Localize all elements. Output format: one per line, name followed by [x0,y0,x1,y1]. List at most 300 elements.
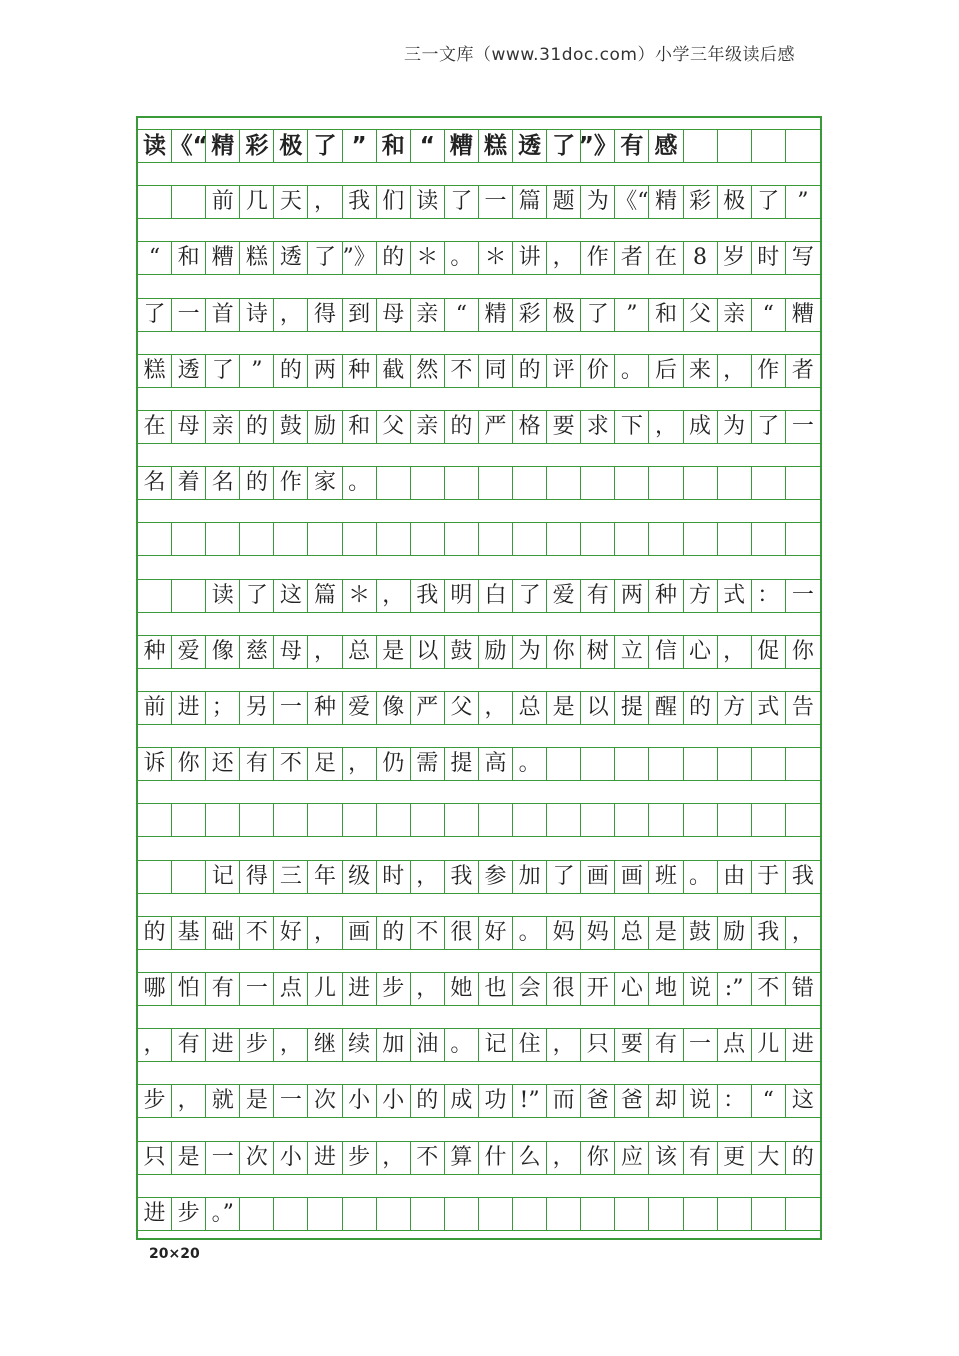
grid-cell [752,129,786,163]
grid-cell [172,579,206,613]
grid-cell [547,747,581,781]
grid-cell: 是 [649,916,683,950]
grid-cell: 进 [138,1197,172,1231]
grid-cell: 儿 [752,1028,786,1062]
grid-cell: 不 [445,354,479,388]
title-row [138,129,820,163]
grid-cell: ， [343,747,377,781]
grid-cell: ”》 [581,129,615,163]
grid-cell: 也 [479,972,513,1006]
grid-cell [718,522,752,556]
grid-row [138,803,820,837]
grid-cell: 两 [615,579,649,613]
grid-cell: 父 [377,410,411,444]
grid-cell: 很 [547,972,581,1006]
grid-cell: ， [649,410,683,444]
grid-cell: 画 [581,860,615,894]
grid-cell: 感 [649,129,683,163]
grid-cell: 讲 [513,241,547,275]
grid-cell: 是 [547,691,581,725]
grid-cell: 提 [445,747,479,781]
grid-cell: 求 [581,410,615,444]
grid-cell: 一 [274,1084,308,1118]
grid-cell: 彩 [513,298,547,332]
grid-cell: 步 [138,1084,172,1118]
grid-cell: 以 [581,691,615,725]
grid-cell: 们 [377,185,411,219]
grid-cell: 诉 [138,747,172,781]
grid-cell [172,185,206,219]
grid-cell: 错 [786,972,820,1006]
grid-cell: 《“ [615,185,649,219]
grid-cell: “ [752,1084,786,1118]
grid-cell: 继 [308,1028,342,1062]
grid-cell: 读 [138,129,172,163]
grid-cell: 记 [206,860,240,894]
grid-cell: 进 [343,972,377,1006]
grid-cell: 了 [752,410,786,444]
grid-cell: 她 [445,972,479,1006]
grid-cell: 来 [684,354,718,388]
grid-cell [240,522,274,556]
grid-cell: 价 [581,354,615,388]
grid-cell: 有 [172,1028,206,1062]
grid-cell: 糕 [240,241,274,275]
grid-cell [479,1197,513,1231]
grid-cell: 小 [274,1141,308,1175]
grid-row [138,860,820,894]
grid-cell: 哪 [138,972,172,1006]
grid-cell [615,1197,649,1231]
grid-cell: 。 [445,1028,479,1062]
grid-cell [718,1197,752,1231]
grid-cell: 次 [240,1141,274,1175]
grid-cell: ， [308,185,342,219]
grid-cell: 方 [684,579,718,613]
grid-cell: 的 [274,354,308,388]
grid-cell: 的 [786,1141,820,1175]
grid-cell: 立 [615,635,649,669]
grid-cell: 几 [240,185,274,219]
grid-cell: 儿 [308,972,342,1006]
grid-cell [752,466,786,500]
grid-cell: 糕 [138,354,172,388]
grid-cell: 透 [513,129,547,163]
grid-cell: 的 [138,916,172,950]
grid-cell: ” [786,185,820,219]
grid-cell [513,1197,547,1231]
grid-cell [786,1197,820,1231]
grid-cell: 需 [411,747,445,781]
grid-cell: 极 [274,129,308,163]
grid-cell: 有 [684,1141,718,1175]
grid-cell: 诗 [240,298,274,332]
grid-cell: 地 [649,972,683,1006]
grid-cell: 种 [138,635,172,669]
grid-cell: 的 [377,916,411,950]
grid-cell: 还 [206,747,240,781]
grid-cell: 母 [274,635,308,669]
grid-cell: 进 [206,1028,240,1062]
grid-cell: ， [718,354,752,388]
grid-cell [377,466,411,500]
grid-cell: 应 [615,1141,649,1175]
grid-row [138,410,820,444]
grid-cell: 却 [649,1084,683,1118]
grid-cell: 岁 [718,241,752,275]
grid-cell: 说 [684,972,718,1006]
grid-cell: 精 [649,185,683,219]
grid-cell: ＊ [479,241,513,275]
grid-cell: 我 [445,860,479,894]
grid-row [138,972,820,1006]
grid-cell: 记 [479,1028,513,1062]
grid-cell: 我 [752,916,786,950]
grid-cell [445,466,479,500]
grid-cell: 母 [377,298,411,332]
grid-cell: 一 [684,1028,718,1062]
grid-cell: 精 [206,129,240,163]
grid-cell: 下 [615,410,649,444]
grid-cell: 亲 [411,410,445,444]
grid-cell: 首 [206,298,240,332]
grid-cell: 进 [786,1028,820,1062]
grid-cell: 名 [138,466,172,500]
grid-cell: 前 [206,185,240,219]
grid-cell [138,579,172,613]
grid-cell: 篇 [308,579,342,613]
grid-cell [308,522,342,556]
grid-row [138,298,820,332]
grid-cell [581,803,615,837]
grid-cell: 式 [718,579,752,613]
grid-cell: 作 [752,354,786,388]
grid-cell: ， [786,916,820,950]
grid-cell: “ [411,129,445,163]
grid-row [138,185,820,219]
grid-cell: 前 [138,691,172,725]
grid-cell: 开 [581,972,615,1006]
grid-cell: 足 [308,747,342,781]
grid-cell: 我 [786,860,820,894]
grid-cell [752,803,786,837]
grid-cell: 树 [581,635,615,669]
grid-cell: 大 [752,1141,786,1175]
grid-cell: 的 [377,241,411,275]
grid-cell: 励 [479,635,513,669]
grid-cell: 于 [752,860,786,894]
grid-cell: 为 [718,410,752,444]
grid-cell: 由 [718,860,752,894]
grid-cell: 极 [547,298,581,332]
grid-cell [206,803,240,837]
grid-cell: 心 [684,635,718,669]
grid-cell: 步 [343,1141,377,1175]
grid-cell: 点 [274,972,308,1006]
grid-cell [172,803,206,837]
grid-cell [343,522,377,556]
grid-cell: 只 [581,1028,615,1062]
grid-cell [752,1197,786,1231]
grid-cell: 的 [411,1084,445,1118]
grid-cell: 时 [752,241,786,275]
grid-cell: 总 [513,691,547,725]
grid-cell [138,185,172,219]
grid-cell: 妈 [581,916,615,950]
grid-cell: 严 [411,691,445,725]
grid-cell: ： [752,579,786,613]
grid-cell: 一 [786,410,820,444]
grid-cell: 。 [343,466,377,500]
grid-cell: 。 [615,354,649,388]
grid-cell: ， [547,1141,581,1175]
grid-cell: 父 [684,298,718,332]
grid-cell: 方 [718,691,752,725]
grid-cell [615,466,649,500]
grid-cell: 步 [172,1197,206,1231]
grid-cell: 油 [411,1028,445,1062]
grid-cell [615,803,649,837]
grid-cell: 两 [308,354,342,388]
grid-cell: 读 [411,185,445,219]
grid-cell [479,466,513,500]
grid-cell: 父 [445,691,479,725]
grid-cell: 步 [377,972,411,1006]
grid-cell: 励 [718,916,752,950]
grid-cell: 读 [206,579,240,613]
grid-cell: 年 [308,860,342,894]
grid-cell: 者 [786,354,820,388]
grid-cell: 着 [172,466,206,500]
grid-cell: 亲 [411,298,445,332]
grid-cell: 和 [172,241,206,275]
grid-cell [786,522,820,556]
grid-cell: ， [479,691,513,725]
grid-cell: ” [615,298,649,332]
grid-cell: 级 [343,860,377,894]
grid-cell [786,803,820,837]
grid-cell [445,1197,479,1231]
grid-cell [718,129,752,163]
grid-cell: 到 [343,298,377,332]
grid-row [138,241,820,275]
grid-row [138,691,820,725]
grid-cell: 班 [649,860,683,894]
grid-cell [138,803,172,837]
grid-cell: ， [547,1028,581,1062]
grid-cell: 进 [172,691,206,725]
grid-cell: 天 [274,185,308,219]
grid-cell: 得 [240,860,274,894]
grid-cell [513,803,547,837]
grid-cell: ， [138,1028,172,1062]
grid-cell: 。” [206,1197,240,1231]
grid-cell: 。 [684,860,718,894]
grid-cell [649,466,683,500]
grid-cell: 作 [274,466,308,500]
grid-cell: 格 [513,410,547,444]
grid-cell [411,522,445,556]
grid-cell [684,522,718,556]
grid-cell: 了 [206,354,240,388]
grid-cell: 算 [445,1141,479,1175]
grid-cell: 加 [513,860,547,894]
grid-cell [240,803,274,837]
grid-cell: ， [172,1084,206,1118]
grid-cell: !” [513,1084,547,1118]
grid-cell: 种 [343,354,377,388]
grid-cell: 了 [445,185,479,219]
grid-cell: 透 [172,354,206,388]
grid-cell: ， [718,635,752,669]
grid-cell: 是 [172,1141,206,1175]
grid-cell [479,522,513,556]
grid-cell: 心 [615,972,649,1006]
grid-cell [206,522,240,556]
grid-cell: 功 [479,1084,513,1118]
grid-cell: 鼓 [274,410,308,444]
grid-cell: 严 [479,410,513,444]
grid-cell [138,522,172,556]
grid-cell [513,466,547,500]
grid-cell: 说 [684,1084,718,1118]
grid-cell [649,803,683,837]
grid-cell: 你 [172,747,206,781]
grid-cell: 和 [377,129,411,163]
grid-cell: 我 [411,579,445,613]
grid-cell: 了 [240,579,274,613]
grid-cell: 了 [752,185,786,219]
grid-cell [274,803,308,837]
grid-cell: 鼓 [445,635,479,669]
grid-cell: 画 [343,916,377,950]
grid-cell: 不 [411,916,445,950]
grid-cell: ： [718,1084,752,1118]
grid-cell [615,747,649,781]
grid-cell: 画 [615,860,649,894]
grid-cell: 和 [649,298,683,332]
grid-cell: 是 [240,1084,274,1118]
grid-cell: 。 [513,747,547,781]
grid-cell [172,860,206,894]
grid-cell: “ [445,298,479,332]
grid-cell: 爱 [547,579,581,613]
grid-cell: 好 [479,916,513,950]
grid-cell: 一 [240,972,274,1006]
grid-cell: 了 [308,129,342,163]
grid-cell [786,129,820,163]
grid-cell: 后 [649,354,683,388]
grid-cell: 而 [547,1084,581,1118]
grid-cell [718,803,752,837]
grid-cell: 在 [138,410,172,444]
grid-cell [581,747,615,781]
grid-row [138,1028,820,1062]
grid-cell: 彩 [240,129,274,163]
grid-cell [752,747,786,781]
grid-cell: 你 [547,635,581,669]
grid-cell: 了 [581,298,615,332]
grid-cell [684,466,718,500]
grid-cell: 更 [718,1141,752,1175]
grid-cell: 么 [513,1141,547,1175]
grid-cell: 高 [479,747,513,781]
grid-cell: 不 [411,1141,445,1175]
grid-cell: 以 [411,635,445,669]
grid-cell [274,522,308,556]
grid-cell: 一 [479,185,513,219]
grid-cell: 。 [513,916,547,950]
grid-cell [684,803,718,837]
grid-cell: 为 [513,635,547,669]
grid-cell: ” [240,354,274,388]
grid-cell [581,522,615,556]
grid-cell: “ [752,298,786,332]
grid-cell: 要 [547,410,581,444]
grid-cell: 你 [581,1141,615,1175]
grid-cell: ， [377,1141,411,1175]
grid-cell: ， [308,916,342,950]
grid-cell: 好 [274,916,308,950]
grid-cell [649,1197,683,1231]
grid-cell: 信 [649,635,683,669]
grid-cell: ， [274,1028,308,1062]
grid-cell: ， [308,635,342,669]
grid-cell: 提 [615,691,649,725]
grid-cell [547,1197,581,1231]
grid-cell [274,1197,308,1231]
grid-cell: 这 [786,1084,820,1118]
grid-cell [547,466,581,500]
grid-cell: 总 [343,635,377,669]
grid-cell [411,466,445,500]
grid-cell: 糟 [206,241,240,275]
grid-cell: 在 [649,241,683,275]
grid-cell [308,1197,342,1231]
grid-cell: 成 [445,1084,479,1118]
grid-cell: 该 [649,1141,683,1175]
grid-cell: 为 [581,185,615,219]
grid-cell: 的 [445,410,479,444]
grid-row [138,1197,820,1231]
grid-cell [377,803,411,837]
grid-cell: 总 [615,916,649,950]
grid-cell: 明 [445,579,479,613]
grid-cell: 促 [752,635,786,669]
grid-cell: 同 [479,354,513,388]
grid-cell: 白 [479,579,513,613]
grid-cell: 的 [240,466,274,500]
grid-cell: 了 [308,241,342,275]
grid-cell: 的 [684,691,718,725]
grid-cell: 亲 [718,298,752,332]
grid-cell: 评 [547,354,581,388]
grid-cell: 础 [206,916,240,950]
grid-cell: 了 [547,860,581,894]
grid-cell: 像 [206,635,240,669]
grid-cell: 写 [786,241,820,275]
grid-cell: 参 [479,860,513,894]
page-header: 三一文库（www.31doc.com）小学三年级读后感 [404,45,795,65]
grid-cell [377,1197,411,1231]
grid-row [138,354,820,388]
grid-cell: 题 [547,185,581,219]
grid-cell: 另 [240,691,274,725]
grid-cell [649,522,683,556]
grid-cell [684,747,718,781]
grid-cell: 我 [343,185,377,219]
grid-cell [649,747,683,781]
